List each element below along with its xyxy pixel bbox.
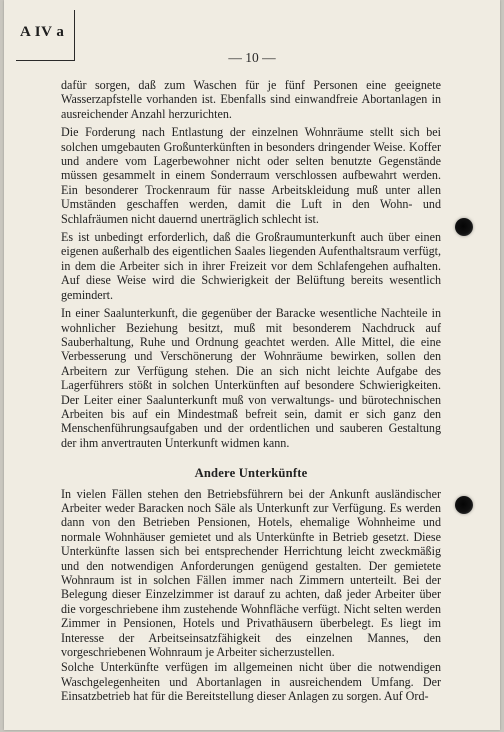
page-number: — 10 —: [228, 50, 276, 65]
document-page: [4, 0, 500, 730]
paragraph: In vielen Fällen stehen den Betriebsführern bei der Ankunft ausländischer Arbeiter weder Baracken noch Säle als Unterkunft zur Verfügung. Es werden dann von den Betrieben Pensionen, Hotels, ehemalige Wohnheime und normale Wohnhäuser gemietet und als Unterkünfte in Betrieb gesetzt. Diese Unterkünfte lassen sich bei entsprechender Herrichtung leicht zweckmäßig und den notwendigen Anforderungen genügend gestalten. Der gemietete Wohnraum ist in solchen Fällen immer nach Zimmern unterteilt. Bei der Belegung dieser Einzelzimmer ist darauf zu achten, daß jeder Arbeiter über die vorgeschriebene ihm zustehende Wohnfläche verfügt. Nicht selten werden Zimmer in Pensionen, Hotels und Privathäusern überbelegt. Es liegt im Interesse der Arbeitseinsatzfähigkeit des einzelnen Mannes, den vorgeschriebenen Wohnraum je Arbeiter sicherzustellen.: [61, 486, 441, 660]
paragraph: Es ist unbedingt erforderlich, daß die Großraumunterkunft auch über einen eigenen außerhalb des eigentlichen Saales liegenden Aufenthaltsraum verfügt, in dem die Arbeiter sich in ihrer Freizeit vor dem Schlafengehen aufhalten. Auf diese Weise wird die Schwierigkeit der Belüftung bereits wesentlich gemindert.: [61, 230, 441, 302]
paragraph: dafür sorgen, daß zum Waschen für je fünf Personen eine geeignete Wasserzapfstelle vorhanden ist. Ebenfalls sind einwandfreie Abortanlagen in ausreichender Anzahl herzurichten.: [61, 78, 441, 121]
paragraph: Die Forderung nach Entlastung der einzelnen Wohnräume stellt sich bei solchen umgebauten Großunterkünften in besonders dringender Weise. Koffer und andere vom Lagerbewohner nicht oder selten benutzte Gegenstände müssen gesammelt in einem Sonderraum verschlossen aufbewahrt werden. Ein besonderer Trockenraum für nasse Arbeitskleidung muß unter allen Umständen geschaffen werden, damit die Luft in den Wohn- und Schlafräumen nicht dauernd unerträglich schlecht ist.: [61, 125, 441, 226]
paragraph: In einer Saalunterkunft, die gegenüber der Baracke wesentliche Nachteile in wohnlicher Beziehung besitzt, muß mit besonderem Nachdruck auf Sauberhaltung, Ruhe und Ordnung geachtet werden. Alle Mittel, die eine Verbesserung und Verschönerung der Wohnräume bewirken, sollen den Arbeitern zur Verfügung stehen. Die an sich nicht leichte Aufgabe des Lagerführers stößt in solchen Unterkünften auf besondere Schwierigkeiten. Der Leiter einer Saalunterkunft muß von verwaltungs- und bürotechnischen Arbeiten bis auf ein Mindestmaß befreit sein, damit er sich ganz den Menschenführungsaufgaben und der ordentlichen und sauberen Gestaltung der ihm anvertrauten Unterkunft widmen kann.: [61, 306, 441, 450]
binder-hole-icon: [455, 218, 473, 236]
section-heading: Andere Unterkünfte: [194, 466, 308, 481]
body-text: [61, 78, 441, 705]
section-code-label: A IV a: [20, 24, 65, 40]
binder-hole-icon: [455, 496, 473, 514]
paragraph: Solche Unterkünfte verfügen im allgemeinen nicht über die notwendigen Waschgelegenheiten und Abortanlagen in ausreichendem Umfang. Der Einsatzbetrieb hat für die Bereitstellung dieser Anlagen zu sorgen. Auf Ord-: [61, 660, 441, 704]
